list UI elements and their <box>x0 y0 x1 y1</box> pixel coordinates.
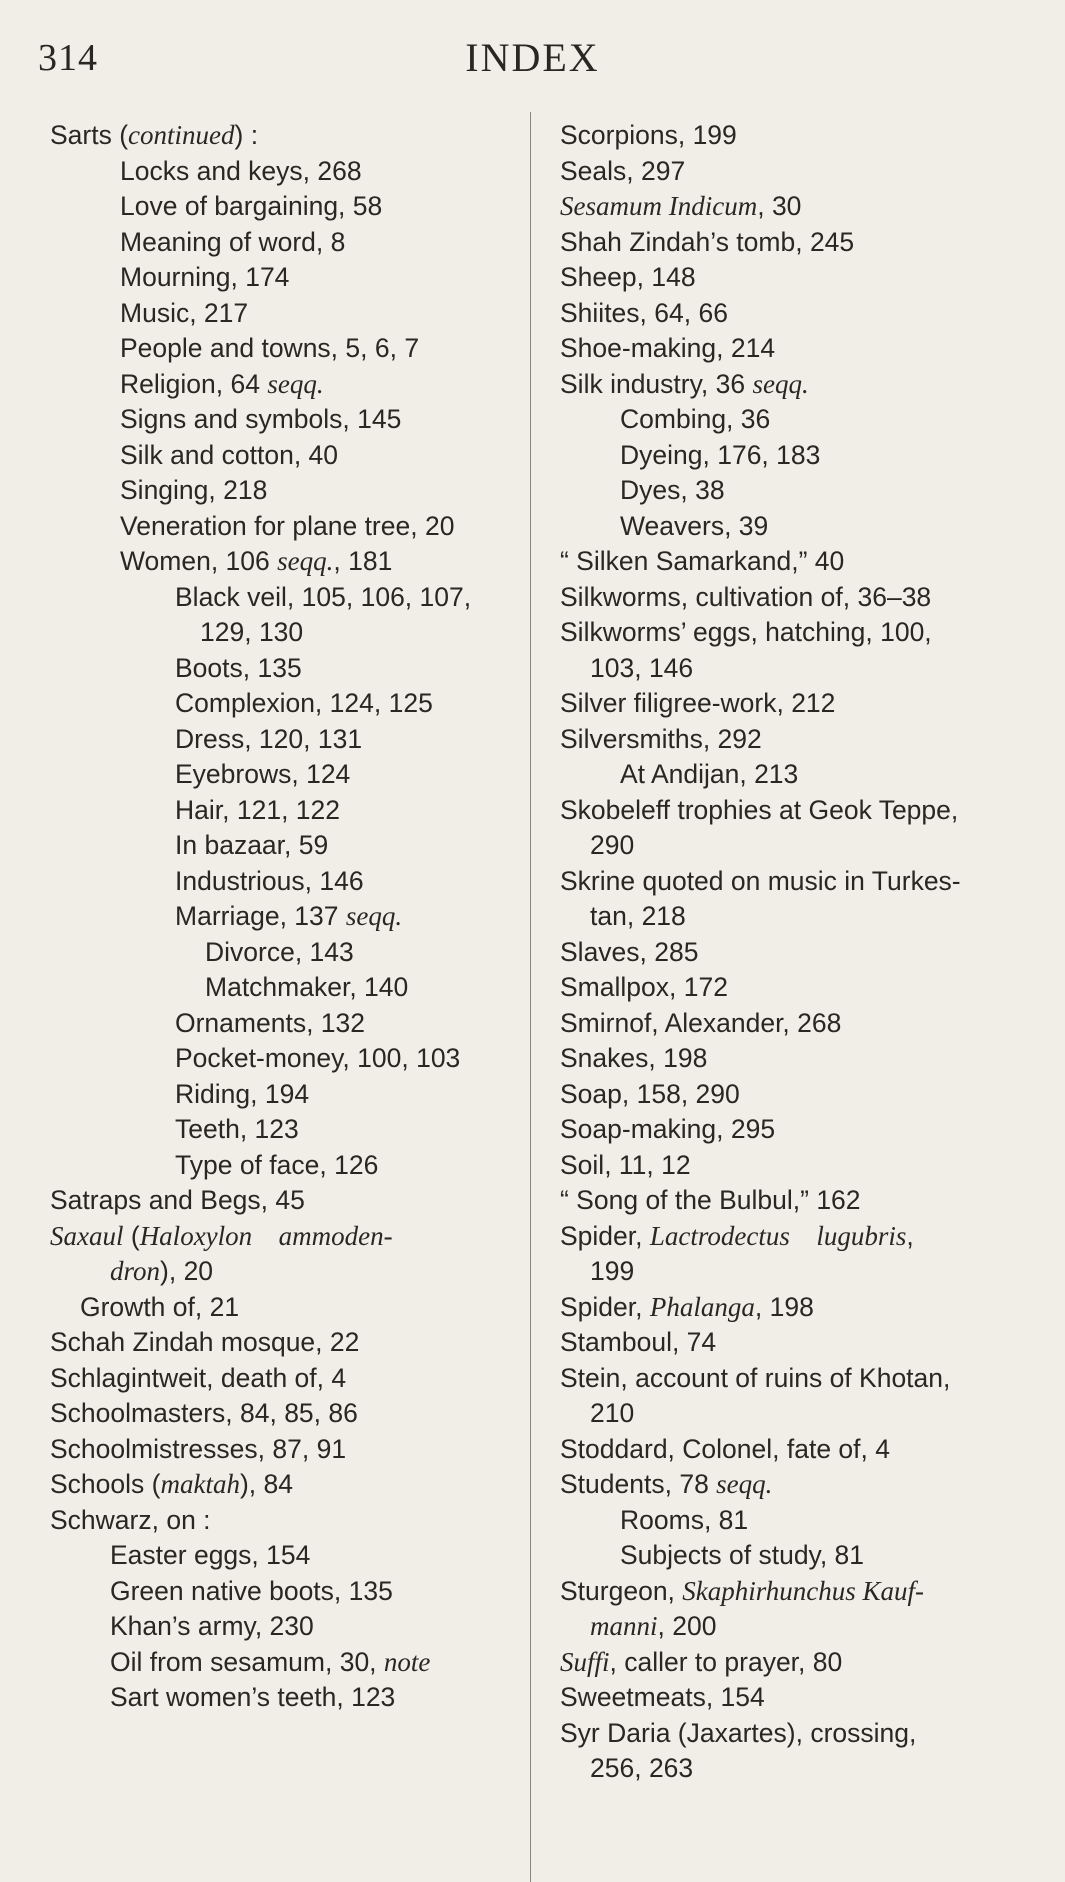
entry-text: Schlagintweit, death of, 4 <box>50 1362 347 1393</box>
entry-text: “ Silken Samarkand,” 40 <box>560 546 845 576</box>
entry-text: 199 <box>590 1256 635 1286</box>
entry-text: Soap, 158, 290 <box>560 1078 740 1109</box>
index-entry <box>560 651 1015 687</box>
index-entry <box>560 1680 1015 1716</box>
index-entry <box>50 1148 505 1184</box>
entry-text: , caller to prayer, 80 <box>609 1646 843 1677</box>
index-entry <box>560 154 1015 190</box>
entry-text: Matchmaker, 140 <box>205 972 409 1002</box>
entry-italic-text: Skaphirhunchus Kauf- <box>682 1575 925 1606</box>
index-entry <box>50 651 505 687</box>
entry-text: Silversmiths, 292 <box>560 723 762 754</box>
index-entry <box>560 1361 1015 1397</box>
entry-text <box>790 1221 817 1251</box>
index-entry <box>50 1645 505 1681</box>
entry-text: Smallpox, 172 <box>560 972 728 1002</box>
index-entry <box>560 1503 1015 1539</box>
entry-text: Schools ( <box>50 1469 161 1499</box>
entry-text <box>252 1221 279 1251</box>
index-entry <box>560 1219 1015 1255</box>
index-entry <box>50 1538 505 1574</box>
entry-text: Sarts ( <box>50 120 129 150</box>
entry-italic-text: Haloxylon <box>139 1220 253 1251</box>
entry-text: Industrious, 146 <box>175 865 364 896</box>
entry-text: Silkworms’ eggs, hatching, 100, <box>560 617 932 647</box>
index-entry <box>560 1467 1015 1503</box>
entry-text: Snakes, 198 <box>560 1043 708 1073</box>
entry-text: ( <box>123 1220 140 1251</box>
index-entry <box>50 402 505 438</box>
entry-text: Shiites, 64, 66 <box>560 297 728 328</box>
index-entry <box>50 757 505 793</box>
index-entry <box>560 1645 1015 1681</box>
entry-text: Divorce, 143 <box>205 936 354 967</box>
index-entry <box>50 1396 505 1432</box>
entry-text: Subjects of study, 81 <box>620 1540 865 1570</box>
entry-text: Music, 217 <box>120 297 249 328</box>
entry-text: Spider, <box>560 1220 650 1251</box>
entry-text: Growth of, 21 <box>80 1291 240 1322</box>
entry-italic-text: seqq. <box>716 1469 773 1499</box>
entry-text: Complexion, 124, 125 <box>175 688 433 718</box>
entry-text: Rooms, 81 <box>620 1504 749 1535</box>
entry-italic-text: Lactrodectus <box>649 1220 790 1251</box>
entry-italic-text: seqq. <box>277 546 334 576</box>
index-entry <box>50 1432 505 1468</box>
index-entry <box>560 367 1015 403</box>
entry-text: Religion, 64 <box>120 368 268 399</box>
entry-text: Soap-making, 295 <box>560 1114 776 1144</box>
index-entry <box>560 1432 1015 1468</box>
entry-text: Love of bargaining, 58 <box>120 191 383 221</box>
index-entry <box>50 793 505 829</box>
index-entry <box>560 1716 1015 1752</box>
index-entry <box>50 1077 505 1113</box>
index-entry <box>50 615 505 651</box>
entry-text: Veneration for plane tree, 20 <box>120 510 455 541</box>
index-entry <box>560 1396 1015 1432</box>
index-entry <box>50 1219 505 1255</box>
index-entry <box>50 935 505 971</box>
entry-text: At Andijan, 213 <box>620 759 799 789</box>
entry-text: Sweetmeats, 154 <box>560 1682 765 1712</box>
entry-text: 129, 130 <box>200 617 304 647</box>
index-entry <box>50 1325 505 1361</box>
index-entry <box>50 225 505 261</box>
index-entry <box>560 1538 1015 1574</box>
index-entry <box>560 615 1015 651</box>
entry-italic-text: lugubris <box>816 1220 907 1251</box>
index-entry <box>50 1467 505 1503</box>
entry-text: 210 <box>590 1398 635 1428</box>
index-entry <box>560 1290 1015 1326</box>
entry-text: Mourning, 174 <box>120 262 290 292</box>
index-entry <box>560 225 1015 261</box>
entry-text: Syr Daria (Jaxartes), crossing, <box>560 1717 917 1748</box>
entry-text: Dyes, 38 <box>620 475 725 505</box>
index-entry <box>560 1751 1015 1787</box>
entry-text: Singing, 218 <box>120 475 268 505</box>
entry-text: Women, 106 <box>120 546 278 576</box>
entry-text: 290 <box>590 830 635 860</box>
entry-text: Spider, <box>560 1291 650 1322</box>
entry-text: In bazaar, 59 <box>175 830 329 860</box>
entry-text: , 200 <box>657 1611 717 1641</box>
entry-text: Marriage, 137 <box>175 901 346 931</box>
index-entry <box>560 402 1015 438</box>
index-entry <box>50 1574 505 1610</box>
index-entry <box>50 686 505 722</box>
index-entry <box>50 1254 505 1290</box>
entry-italic-text: seqq. <box>752 368 809 399</box>
entry-text: Stein, account of ruins of Khotan, <box>560 1362 951 1393</box>
entry-italic-text: ammoden- <box>278 1220 393 1251</box>
entry-text: Khan’s army, 230 <box>110 1611 314 1641</box>
index-entry <box>50 509 505 545</box>
index-entry <box>50 1503 505 1539</box>
index-entry <box>50 189 505 225</box>
index-entry <box>50 260 505 296</box>
index-entry <box>560 970 1015 1006</box>
column-divider <box>530 112 531 1882</box>
index-entry <box>50 154 505 190</box>
index-entry <box>50 331 505 367</box>
index-entry <box>560 189 1015 225</box>
index-entry <box>50 473 505 509</box>
entry-text: Seals, 297 <box>560 155 686 186</box>
page-number: 314 <box>38 37 98 79</box>
index-entry <box>560 864 1015 900</box>
index-entry <box>50 438 505 474</box>
index-entry <box>560 438 1015 474</box>
index-entry <box>50 1041 505 1077</box>
index-entry <box>560 1041 1015 1077</box>
entry-italic-text: Phalanga <box>649 1291 755 1322</box>
index-entry <box>50 1183 505 1219</box>
entry-text: Skrine quoted on music in Turkes- <box>560 865 961 896</box>
entry-text: Eyebrows, 124 <box>175 759 351 789</box>
entry-text: Scorpions, 199 <box>560 120 737 150</box>
entry-text: Stamboul, 74 <box>560 1327 717 1357</box>
entry-text: People and towns, 5, 6, 7 <box>120 333 420 363</box>
entry-text: Weavers, 39 <box>620 510 769 541</box>
entry-text: Meaning of word, 8 <box>120 226 346 257</box>
index-entry <box>50 580 505 616</box>
entry-text: Dress, 120, 131 <box>175 723 363 754</box>
entry-italic-text: dron <box>110 1256 161 1286</box>
index-entry <box>50 722 505 758</box>
index-entry <box>50 1680 505 1716</box>
index-entry <box>50 1006 505 1042</box>
index-entry <box>560 1183 1015 1219</box>
index-entry <box>560 1254 1015 1290</box>
index-entry <box>560 473 1015 509</box>
index-entry <box>50 899 505 935</box>
index-entry <box>560 260 1015 296</box>
index-entry <box>560 1325 1015 1361</box>
entry-text: Schoolmistresses, 87, 91 <box>50 1433 347 1464</box>
entry-text: , 181 <box>333 546 393 576</box>
entry-text: Silkworms, cultivation of, 36–38 <box>560 581 932 612</box>
index-entry <box>560 1574 1015 1610</box>
entry-text: Students, 78 <box>560 1469 717 1499</box>
entry-text: ), 20 <box>160 1256 214 1286</box>
entry-text: Satraps and Begs, 45 <box>50 1185 305 1215</box>
entry-text: Signs and symbols, 145 <box>120 404 402 434</box>
index-entry <box>50 864 505 900</box>
entry-italic-text: Saxaul <box>50 1220 124 1251</box>
entry-text: Dyeing, 176, 183 <box>620 439 821 470</box>
entry-italic-text: Sesamum Indicum <box>560 191 758 221</box>
entry-text: 256, 263 <box>590 1753 694 1783</box>
entry-text: Shoe-making, 214 <box>560 333 776 363</box>
index-entry <box>560 544 1015 580</box>
entry-text: Boots, 135 <box>175 652 302 683</box>
entry-text: Teeth, 123 <box>175 1114 299 1144</box>
entry-text: Silk and cotton, 40 <box>120 439 339 470</box>
index-entry <box>50 367 505 403</box>
index-entry <box>560 935 1015 971</box>
entry-text: Slaves, 285 <box>560 936 699 967</box>
entry-text: , 198 <box>754 1291 814 1322</box>
entry-text: Oil from sesamum, 30, <box>110 1646 384 1677</box>
index-entry <box>50 118 505 154</box>
index-entry <box>560 828 1015 864</box>
index-entry <box>560 1112 1015 1148</box>
index-entry <box>50 1290 505 1326</box>
index-entry <box>50 1361 505 1397</box>
index-entry <box>50 1609 505 1645</box>
entry-text: Locks and keys, 268 <box>120 155 362 186</box>
entry-italic-text: maktah <box>160 1469 240 1499</box>
entry-text: Sturgeon, <box>560 1575 683 1606</box>
entry-text: Black veil, 105, 106, 107, <box>175 581 472 612</box>
index-column-left <box>50 118 505 1716</box>
index-entry <box>560 1006 1015 1042</box>
entry-italic-text: seqq. <box>267 368 324 399</box>
entry-italic-text: manni <box>590 1611 658 1641</box>
entry-text: Pocket-money, 100, 103 <box>175 1043 461 1073</box>
index-entry <box>560 296 1015 332</box>
page-title: INDEX <box>465 35 600 80</box>
index-entry <box>50 828 505 864</box>
entry-text: Schwarz, on : <box>50 1504 211 1535</box>
entry-text: Riding, 194 <box>175 1078 310 1109</box>
index-entry <box>560 899 1015 935</box>
index-entry <box>560 722 1015 758</box>
entry-text: Ornaments, 132 <box>175 1007 366 1038</box>
entry-text: Type of face, 126 <box>175 1149 379 1180</box>
entry-text: Schoolmasters, 84, 85, 86 <box>50 1398 358 1428</box>
entry-text: Sheep, 148 <box>560 262 696 292</box>
entry-text: 103, 146 <box>590 652 694 683</box>
entry-italic-text: Suffi <box>560 1646 610 1677</box>
entry-text: , <box>906 1220 914 1251</box>
entry-italic-text: note <box>383 1646 431 1677</box>
entry-text: Easter eggs, 154 <box>110 1540 311 1570</box>
entry-italic-text: seqq. <box>345 901 403 931</box>
entry-italic-text: continued <box>128 120 235 150</box>
entry-text: Soil, 11, 12 <box>560 1149 691 1180</box>
index-entry <box>560 1077 1015 1113</box>
index-entry <box>560 757 1015 793</box>
entry-text: Silk industry, 36 <box>560 368 753 399</box>
entry-text: Hair, 121, 122 <box>175 794 341 825</box>
index-entry <box>560 509 1015 545</box>
entry-text: tan, 218 <box>590 901 686 931</box>
entry-text: “ Song of the Bulbul,” 162 <box>560 1185 861 1215</box>
index-entry <box>560 580 1015 616</box>
index-entry <box>50 296 505 332</box>
index-entry <box>50 544 505 580</box>
entry-text: Combing, 36 <box>620 404 771 434</box>
index-entry <box>560 1609 1015 1645</box>
entry-text: ) : <box>234 120 259 150</box>
entry-text: Skobeleff trophies at Geok Teppe, <box>560 794 959 825</box>
index-entry <box>50 970 505 1006</box>
entry-text: Smirnof, Alexander, 268 <box>560 1007 842 1038</box>
index-entry <box>560 118 1015 154</box>
index-entry <box>50 1112 505 1148</box>
index-entry <box>560 1148 1015 1184</box>
entry-text: Shah Zindah’s tomb, 245 <box>560 226 855 257</box>
entry-text: Sart women’s teeth, 123 <box>110 1682 396 1712</box>
index-column-right <box>560 118 1015 1787</box>
index-entry <box>560 793 1015 829</box>
entry-text: ), 84 <box>239 1469 293 1499</box>
entry-text: Green native boots, 135 <box>110 1575 393 1606</box>
index-entry <box>560 686 1015 722</box>
entry-text: , 30 <box>757 191 802 221</box>
entry-text: Schah Zindah mosque, 22 <box>50 1327 360 1357</box>
entry-text: Stoddard, Colonel, fate of, 4 <box>560 1433 890 1464</box>
index-entry <box>560 331 1015 367</box>
entry-text: Silver filigree-work, 212 <box>560 688 836 718</box>
